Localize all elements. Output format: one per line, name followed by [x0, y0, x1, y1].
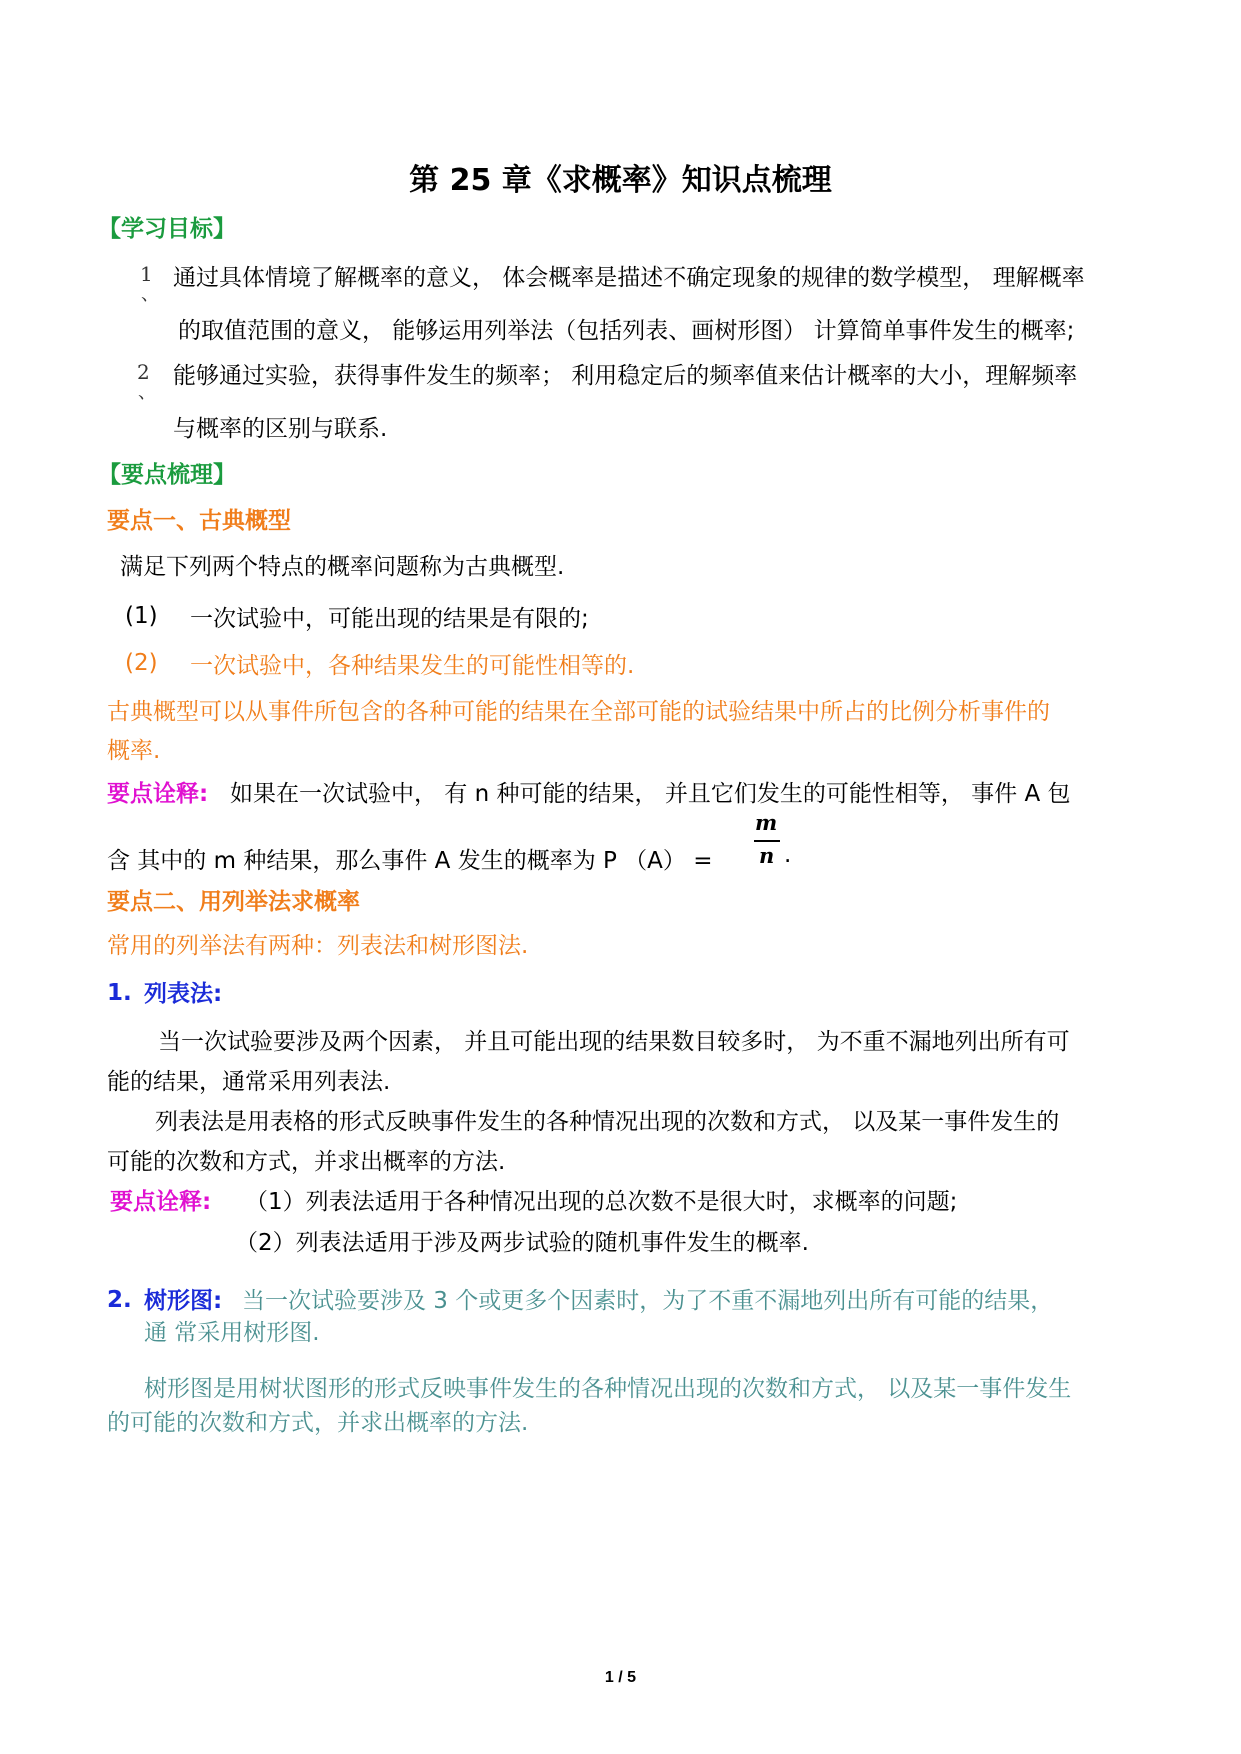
goal-2-mark: 、: [138, 382, 156, 403]
list-method-p2-line2: 可能的次数和方式，并求出概率的方法.: [107, 1149, 506, 1175]
key-points-heading: 【要点梳理】: [98, 462, 236, 488]
section-2-intro: 常用的列举法有两种：列表法和树形图法.: [107, 933, 529, 959]
goal-1-line1: 通过具体情境了解概率的意义， 体会概率是描述不确定现象的规律的数学模型， 理解概率: [173, 265, 1085, 291]
list-method-explanation-1: （1）列表法适用于各种情况出现的总次数不是很大时，求概率的问题;: [245, 1189, 958, 1215]
tree-method-line2: 通 常采用树形图.: [144, 1320, 320, 1346]
section-1-note-line2: 概率.: [107, 738, 161, 764]
condition-2-number: (2): [125, 650, 158, 676]
section-1-note-line1: 古典概型可以从事件所包含的各种可能的结果在全部可能的试验结果中所占的比例分析事件的: [107, 699, 1050, 725]
goal-2-line2: 与概率的区别与联系.: [173, 416, 388, 442]
tree-method-p-line1: 树形图是用树状图形的形式反映事件发生的各种情况出现的次数和方式， 以及某一事件发生: [144, 1376, 1072, 1402]
page-title: 第 25 章《求概率》知识点梳理: [409, 163, 832, 198]
fraction-tail: .: [784, 842, 792, 868]
goal-2-line1: 能够通过实验，获得事件发生的频率； 利用稳定后的频率值来估计概率的大小，理解频率: [173, 363, 1078, 389]
tree-method-label: 树形图:: [144, 1288, 223, 1314]
tree-method-p-line2: 的可能的次数和方式，并求出概率的方法.: [107, 1410, 529, 1436]
list-method-p1-line2: 能的结果，通常采用列表法.: [107, 1069, 391, 1095]
condition-1-text: 一次试验中，可能出现的结果是有限的;: [190, 606, 589, 632]
goals-heading: 【学习目标】: [98, 216, 236, 242]
section-1-heading: 要点一、古典概型: [107, 508, 291, 534]
section-1-explanation-line2: 含 其中的 m 种结果，那么事件 A 发生的概率为 P （A） =: [107, 848, 713, 874]
list-method-number: 1.: [107, 980, 132, 1006]
goal-1-number: 1: [140, 262, 153, 286]
goal-2-number: 2: [137, 360, 150, 384]
condition-1-number: (1): [125, 603, 158, 629]
fraction-numerator: m: [755, 810, 778, 835]
list-method-explanation-label: 要点诠释:: [110, 1189, 212, 1215]
page-number: 1 / 5: [604, 1669, 637, 1686]
goal-1-line2: 的取值范围的意义， 能够运用列举法（包括列表、画树形图） 计算简单事件发生的概率;: [178, 318, 1075, 344]
fraction-denominator: n: [759, 843, 775, 868]
section-1-explanation-label: 要点诠释:: [107, 781, 209, 807]
section-1-intro: 满足下列两个特点的概率问题称为古典概型.: [120, 554, 565, 580]
goal-1-mark: 、: [141, 284, 159, 305]
tree-method-number: 2.: [107, 1287, 132, 1313]
fraction-bar: [754, 840, 780, 842]
condition-2-text: 一次试验中，各种结果发生的可能性相等的.: [190, 653, 635, 679]
tree-method-line1: 当一次试验要涉及 3 个或更多个因素时，为了不重不漏地列出所有可能的结果，: [242, 1288, 1054, 1314]
section-1-explanation-line1: 如果在一次试验中， 有 n 种可能的结果， 并且它们发生的可能性相等， 事件 A 包: [230, 781, 1071, 807]
list-method-explanation-2: （2）列表法适用于涉及两步试验的随机事件发生的概率.: [235, 1230, 809, 1256]
list-method-p1-line1: 当一次试验要涉及两个因素， 并且可能出现的结果数目较多时， 为不重不漏地列出所有可: [158, 1029, 1070, 1055]
list-method-p2-line1: 列表法是用表格的形式反映事件发生的各种情况出现的次数和方式， 以及某一事件发生的: [155, 1109, 1060, 1135]
section-2-heading: 要点二、用列举法求概率: [107, 889, 360, 915]
list-method-label: 列表法:: [144, 981, 223, 1007]
